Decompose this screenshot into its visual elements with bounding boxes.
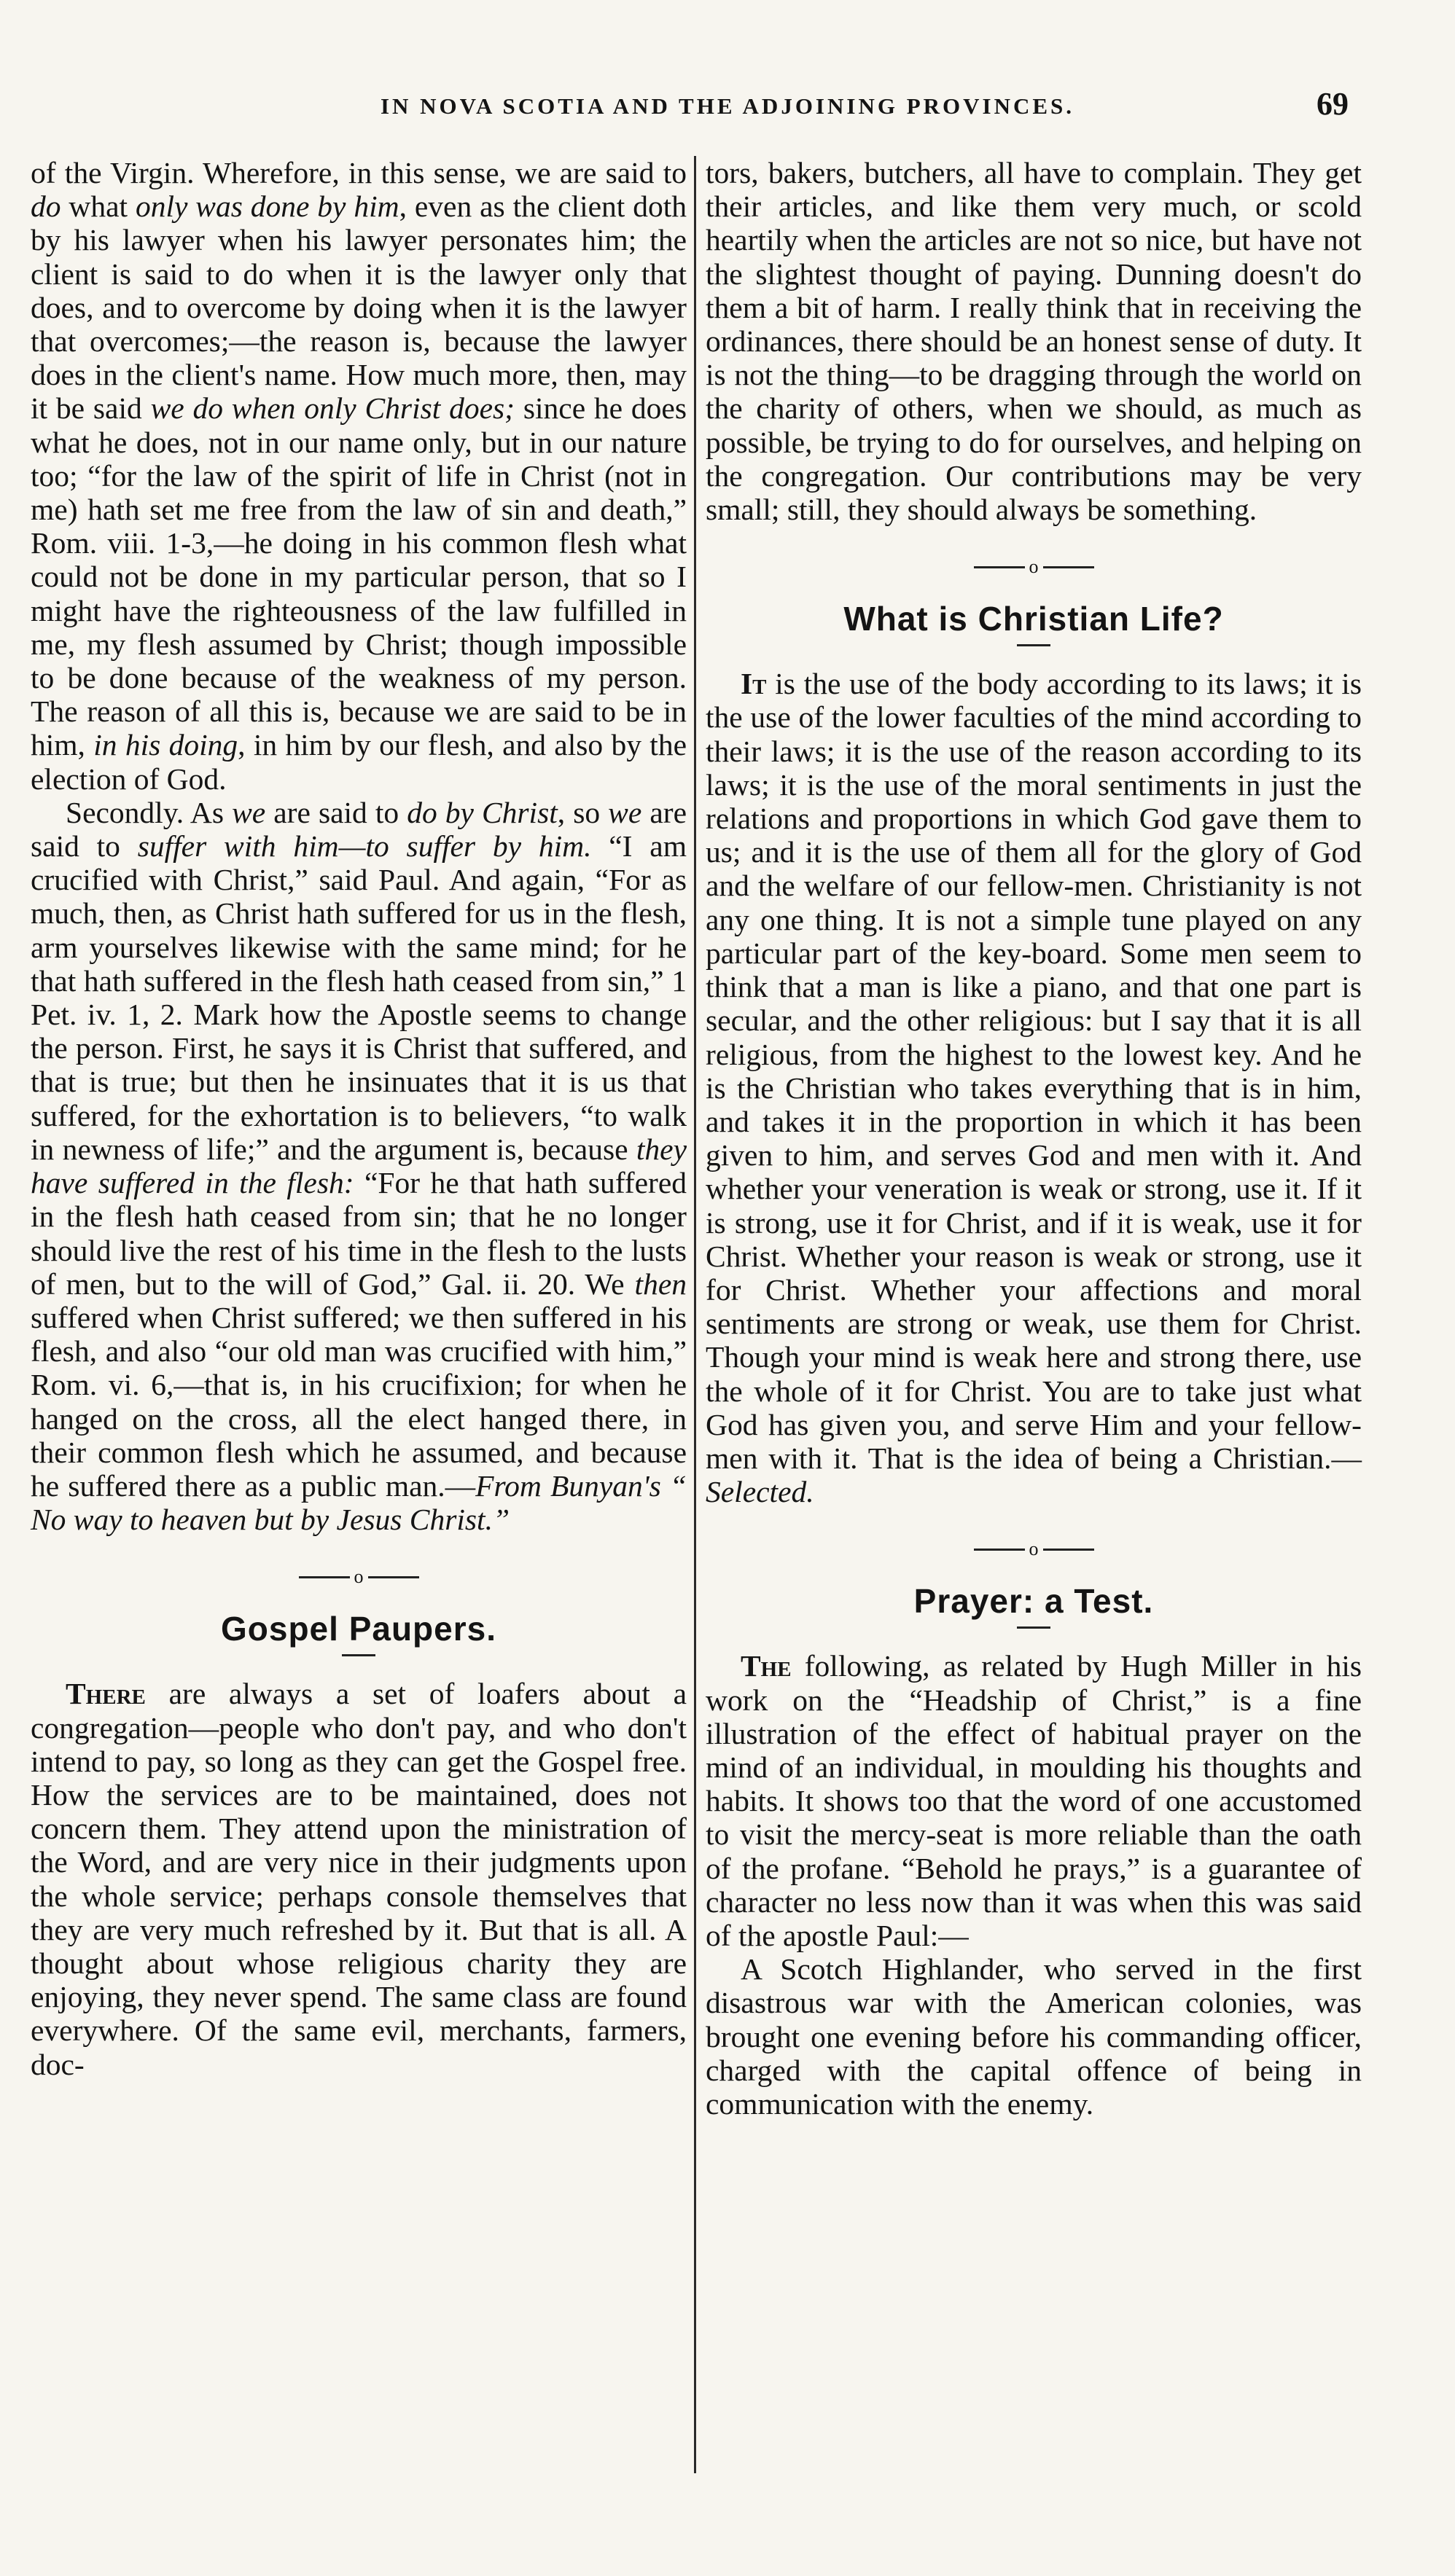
heading-gospel-paupers: Gospel Paupers. <box>220 1610 496 1648</box>
heading-christian-life: What is Christian Life? <box>843 600 1224 638</box>
section-separator: o <box>31 1568 687 1584</box>
page-number: 69 <box>1316 86 1349 122</box>
heading-dash <box>1017 644 1050 646</box>
column-rule <box>694 156 696 2473</box>
section-separator: o <box>706 558 1362 574</box>
running-head: IN NOVA SCOTIA AND THE ADJOINING PROVINCES. <box>380 93 1075 119</box>
bunyan-paragraph-2: Secondly. As we are said to do by Christ, so we are said to suffer with him—to suffer by him. “I am crucified with Christ,” said Paul. And again, “For as much, then, as Christ hath suffered for us in the flesh, arm yourselves likewise with the same mind; for he that hath suffered in the flesh hath ceased from sin,” 1 Pet. iv. 1, 2. Mark how the Apostle seems to change the person. First, he says it is Christ that suffered, and that is true; but then he insinuates that it is us that suffered, for the exhortation is to believers, “to walk in newness of life;” and the argument is, because they have suffered in the flesh: “For he that hath suffered in the flesh hath ceased from sin; that he no longer should live the rest of his time in the flesh to the lusts of men, but to the will of God,” Gal. ii. 20. We then suffered when Christ suffered; we then suffered in his flesh, and also “our old man was crucified with him,” Rom. vi. 6,—that is, in his crucifixion; for when he hanged on the cross, all the elect hanged there, in their common flesh which he assumed, and because he suffered there as a public man.—From Bunyan's “ No way to heaven but by Jesus Christ.” <box>31 795 687 1537</box>
paupers-continuation: tors, bakers, butchers, all have to complain. They get their articles, and like them very much, or scold heartily when the articles are not so nice, but have not the slightest thought of paying. Dunning doesn't do them a bit of harm. I really think that in receiving the ordinances, there should be an honest sense of duty. It is not the thing—to be dragging through the world on the charity of others, when we should, as much as possible, be trying to do for ourselves, and helping on the congregation. Our contributions may be very small; still, they should always be something. <box>706 156 1362 527</box>
right-column <box>706 156 1362 2121</box>
bunyan-paragraph-1: of the Virgin. Wherefore, in this sense, we are said to do what only was done by him, even as the client doth by his lawyer when his lawyer personates him; the client is said to do when it is the lawyer only that does, and to overcome by doing when it is the lawyer that overcomes;—the reason is, because the lawyer does in the client's name. How much more, then, may it be said we do when only Christ does; since he does what he does, not in our name only, but in our nature too; “for the law of the spirit of life in Christ (not in me) hath set me free from the law of sin and death,” Rom. viii. 1-3,—he doing in his common flesh what could not be done in my particular person, that so I might have the righteousness of the law fulfilled in me, my flesh assumed by Christ; though impossible to be done because of the weakness of my person. The reason of all this is, because we are said to be in him, in his doing, in him by our flesh, and also by the election of God. <box>31 156 687 796</box>
christian-life-paragraph: It is the use of the body according to its laws; it is the use of the lower faculties of the mind according to their laws; it is the use of the reason according to its laws; it is the use of the moral sentiments in just the relations and proportions in which God gave them to us; and it is the use of them all for the glory of God and the welfare of our fellow-men. Christianity is not any one thing. It is not a simple tune played on any particular part of the key-board. Some men seem to think that a man is like a piano, and that one part is secular, and the other religious: but I say that it is all religious, from the highest to the lowest key. And he is the Christian who takes everything that is in him, and takes it in the proportion in which it has been given to him, and serves God and men with it. And whether your veneration is weak or strong, use it. If it is strong, use it for Christ, and if it is weak, use it for Christ. Whether your reason is weak or strong, use it for Christ. Whether your affections and moral sentiments are strong or weak, use them for Christ. Though your mind is weak here and strong there, use the whole of it for Christ. You are to take just what God has given you, and serve Him and your fellow-men with it. That is the idea of being a Christian.—Selected. <box>706 667 1362 1509</box>
paupers-paragraph: There are always a set of loafers about a congregation—people who don't pay, and who don't intend to pay, so long as they can get the Gospel free. How the services are to be maintained, does not concern them. They attend upon the ministration of the Word, and are very nice in their judgments upon the whole service; perhaps console themselves that they are very much refreshed by it. But that is all. A thought about whose religious charity they are enjoying, they never spend. The same class are found everywhere. Of the same evil, merchants, farmers, doc- <box>31 1677 687 2081</box>
left-column <box>31 156 687 2081</box>
section-separator: o <box>706 1540 1362 1557</box>
prayer-paragraph-1: The following, as related by Hugh Miller in his work on the “Headship of Christ,” is a fine illustration of the effect of habitual prayer on the mind of an individual, in moulding his thoughts and habits. It shows too that the word of one accustomed to visit the mercy-seat is more reliable than the oath of the profane. “Behold he prays,” is a guarantee of character no less now than it was when this was said of the apostle Paul:— <box>706 1649 1362 1952</box>
prayer-paragraph-2: A Scotch Highlander, who served in the first disastrous war with the American colonies, was brought one evening before his commanding officer, charged with the capital offence of being in communication with the enemy. <box>706 1952 1362 2121</box>
heading-dash <box>342 1654 375 1656</box>
heading-prayer-test: Prayer: a Test. <box>913 1582 1154 1621</box>
heading-dash <box>1017 1626 1050 1629</box>
